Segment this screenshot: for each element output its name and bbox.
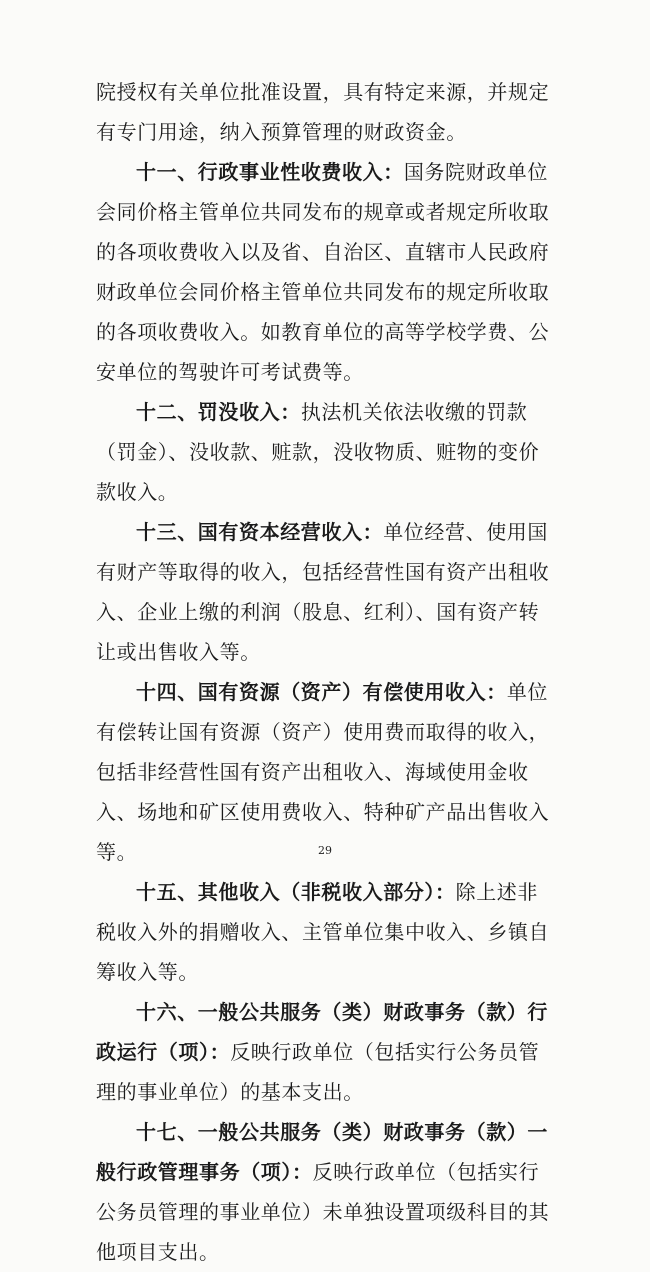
item-heading: 十四、国有资源（资产）有偿使用收入： — [136, 680, 507, 704]
paragraph-continuation — [96, 72, 558, 152]
paragraph-item-16 — [96, 992, 558, 1112]
paragraph-item-15 — [96, 872, 558, 992]
item-heading: 十五、其他收入（非税收入部分）： — [136, 880, 456, 904]
paragraph-text: 国务院财政单位会同价格主管单位共同发布的规章或者规定所收取的各项收费收入以及省、自治区、直辖市人民政府财政单位会同价格主管单位共同发布的规定所收取的各项收费收入。如教育单位的高等学校学费、公安单位的驾驶许可考试费等。 — [96, 160, 550, 384]
page-number: 29 — [318, 844, 332, 857]
paragraph-item-11 — [96, 152, 558, 392]
paragraph-text: 除上述非税收入外的捐赠收入、主管单位集中收入、乡镇自筹收入等。 — [96, 880, 550, 984]
item-heading: 十六、一般公共服务（类）财政事务（款）行政运行（项）： — [96, 1000, 548, 1064]
paragraph-text: 反映行政单位（包括实行公务员管理的事业单位）未单独设置项级科目的其他项目支出。 — [96, 1160, 550, 1264]
paragraph-item-14 — [96, 672, 558, 872]
paragraph-text: 单位经营、使用国有财产等取得的收入，包括经营性国有资产出租收入、企业上缴的利润（股息、红利）、国有资产转让或出售收入等。 — [96, 520, 550, 664]
paragraph-text: 执法机关依法收缴的罚款（罚金）、没收款、赃款，没收物质、赃物的变价款收入。 — [96, 400, 540, 504]
paragraph-text: 院授权有关单位批准设置，具有特定来源，并规定有专门用途，纳入预算管理的财政资金。 — [96, 80, 550, 144]
paragraph-text: 反映行政单位（包括实行公务员管理的事业单位）的基本支出。 — [96, 1040, 540, 1104]
paragraph-item-13 — [96, 512, 558, 672]
paragraph-item-12 — [96, 392, 558, 512]
item-heading: 十一、行政事业性收费收入： — [136, 160, 404, 184]
item-heading: 十七、一般公共服务（类）财政事务（款）一般行政管理事务（项）： — [96, 1120, 548, 1184]
body-text — [96, 72, 558, 1272]
item-heading: 十二、罚没收入： — [136, 400, 301, 424]
paragraph-text: 单位有偿转让国有资源（资产）使用费而取得的收入，包括非经营性国有资产出租收入、海域使用金收入、场地和矿区使用费收入、特种矿产品出售收入等。 — [96, 680, 550, 864]
item-heading: 十三、国有资本经营收入： — [136, 520, 384, 544]
paragraph-item-17 — [96, 1112, 558, 1272]
